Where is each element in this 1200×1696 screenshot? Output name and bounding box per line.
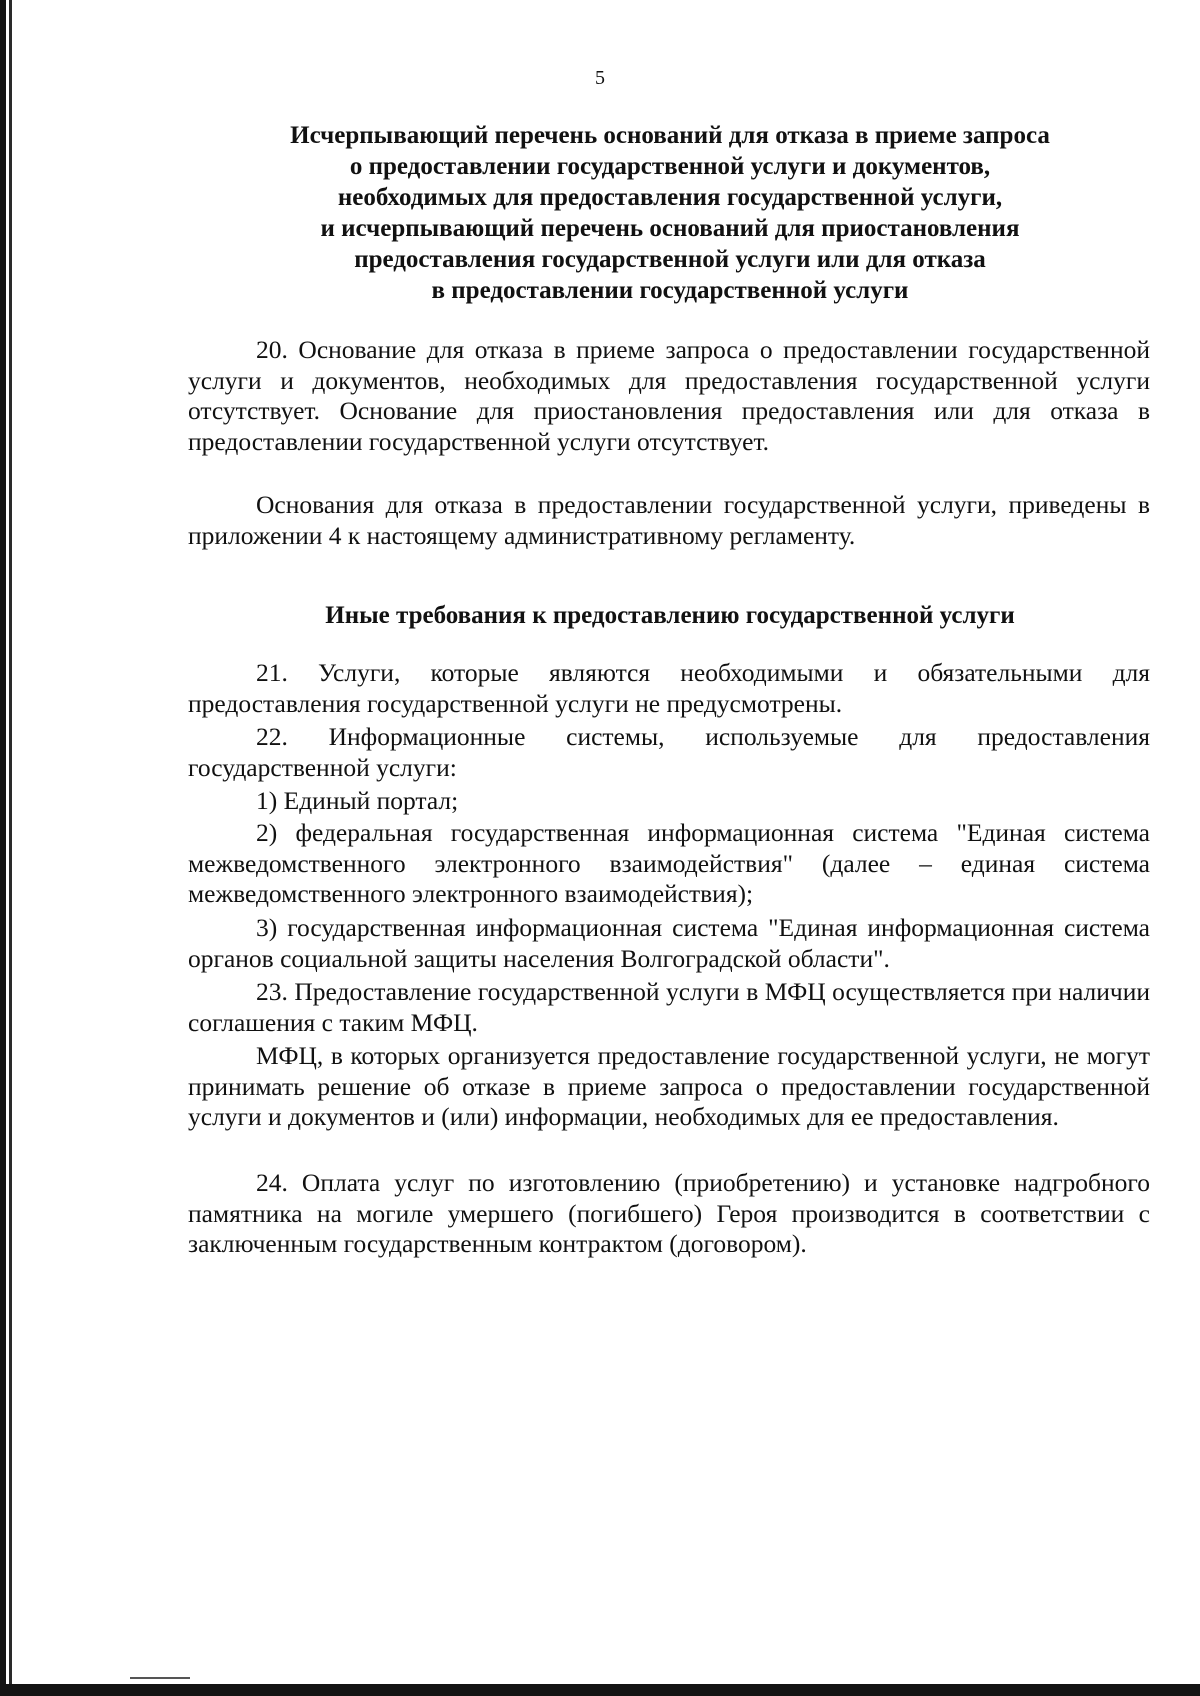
heading-line: предоставления государственной услуги или для отказа [354, 246, 986, 273]
list-item-2: 2) федеральная государственная информационная система "Единая система межведомственного электронного взаимодействия" (далее – единая система межведомственного электронного взаимодействия); [188, 818, 1150, 908]
scan-edge-left [0, 0, 6, 1696]
scan-edge-left-inner [9, 0, 12, 1696]
list-item-3: 3) государственная информационная система "Единая информационная система органов социальной защиты населения Волгоградской области". [188, 913, 1150, 973]
paragraph-20: 20. Основание для отказа в приеме запроса о предоставлении государственной услуги и документов, необходимых для предоставления государственной услуги отсутствует. Основание для приостановления предоставления или для отказа в предоставлении государственной услуги отсутствует. [188, 335, 1150, 456]
heading-line: Исчерпывающий перечень оснований для отказа в приеме запроса [290, 122, 1050, 149]
heading-line: необходимых для предоставления государственной услуги, [337, 184, 1003, 211]
heading-line: и исчерпывающий перечень оснований для приостановления [320, 215, 1020, 242]
scan-edge-mark [130, 1677, 190, 1679]
section-heading-refusal-grounds [180, 120, 1160, 306]
heading-line: в предоставлении государственной услуги [431, 277, 909, 304]
list-item-1: 1) Единый портал; [256, 786, 459, 815]
scan-edge-bottom [0, 1684, 1200, 1696]
paragraph-24: 24. Оплата услуг по изготовлению (приобретению) и установке надгробного памятника на могиле умершего (погибшего) Героя производится в соответствии с заключенным государственным контрактом (договором). [188, 1168, 1150, 1258]
paragraph-21: 21. Услуги, которые являются необходимыми и обязательными для предоставления государственной услуги не предусмотрены. [188, 658, 1150, 718]
paragraph-mfc: МФЦ, в которых организуется предоставление государственной услуги, не могут принимать решение об отказе в приеме запроса о предоставлении государственной услуги и документов и (или) информации, необходимых для ее предоставления. [188, 1041, 1150, 1131]
paragraph-refusal-grounds-appendix: Основания для отказа в предоставлении государственной услуги, приведены в приложении 4 к настоящему административному регламенту. [188, 490, 1150, 550]
heading-line: о предоставлении государственной услуги и документов, [349, 153, 991, 180]
section-heading-other-requirements: Иные требования к предоставлению государственной услуги [325, 602, 1015, 629]
paragraph-22: 22. Информационные системы, используемые для предоставления государственной услуги: [188, 722, 1150, 782]
paragraph-23: 23. Предоставление государственной услуги в МФЦ осуществляется при наличии соглашения с таким МФЦ. [188, 977, 1150, 1037]
page-number: 5 [595, 67, 605, 89]
